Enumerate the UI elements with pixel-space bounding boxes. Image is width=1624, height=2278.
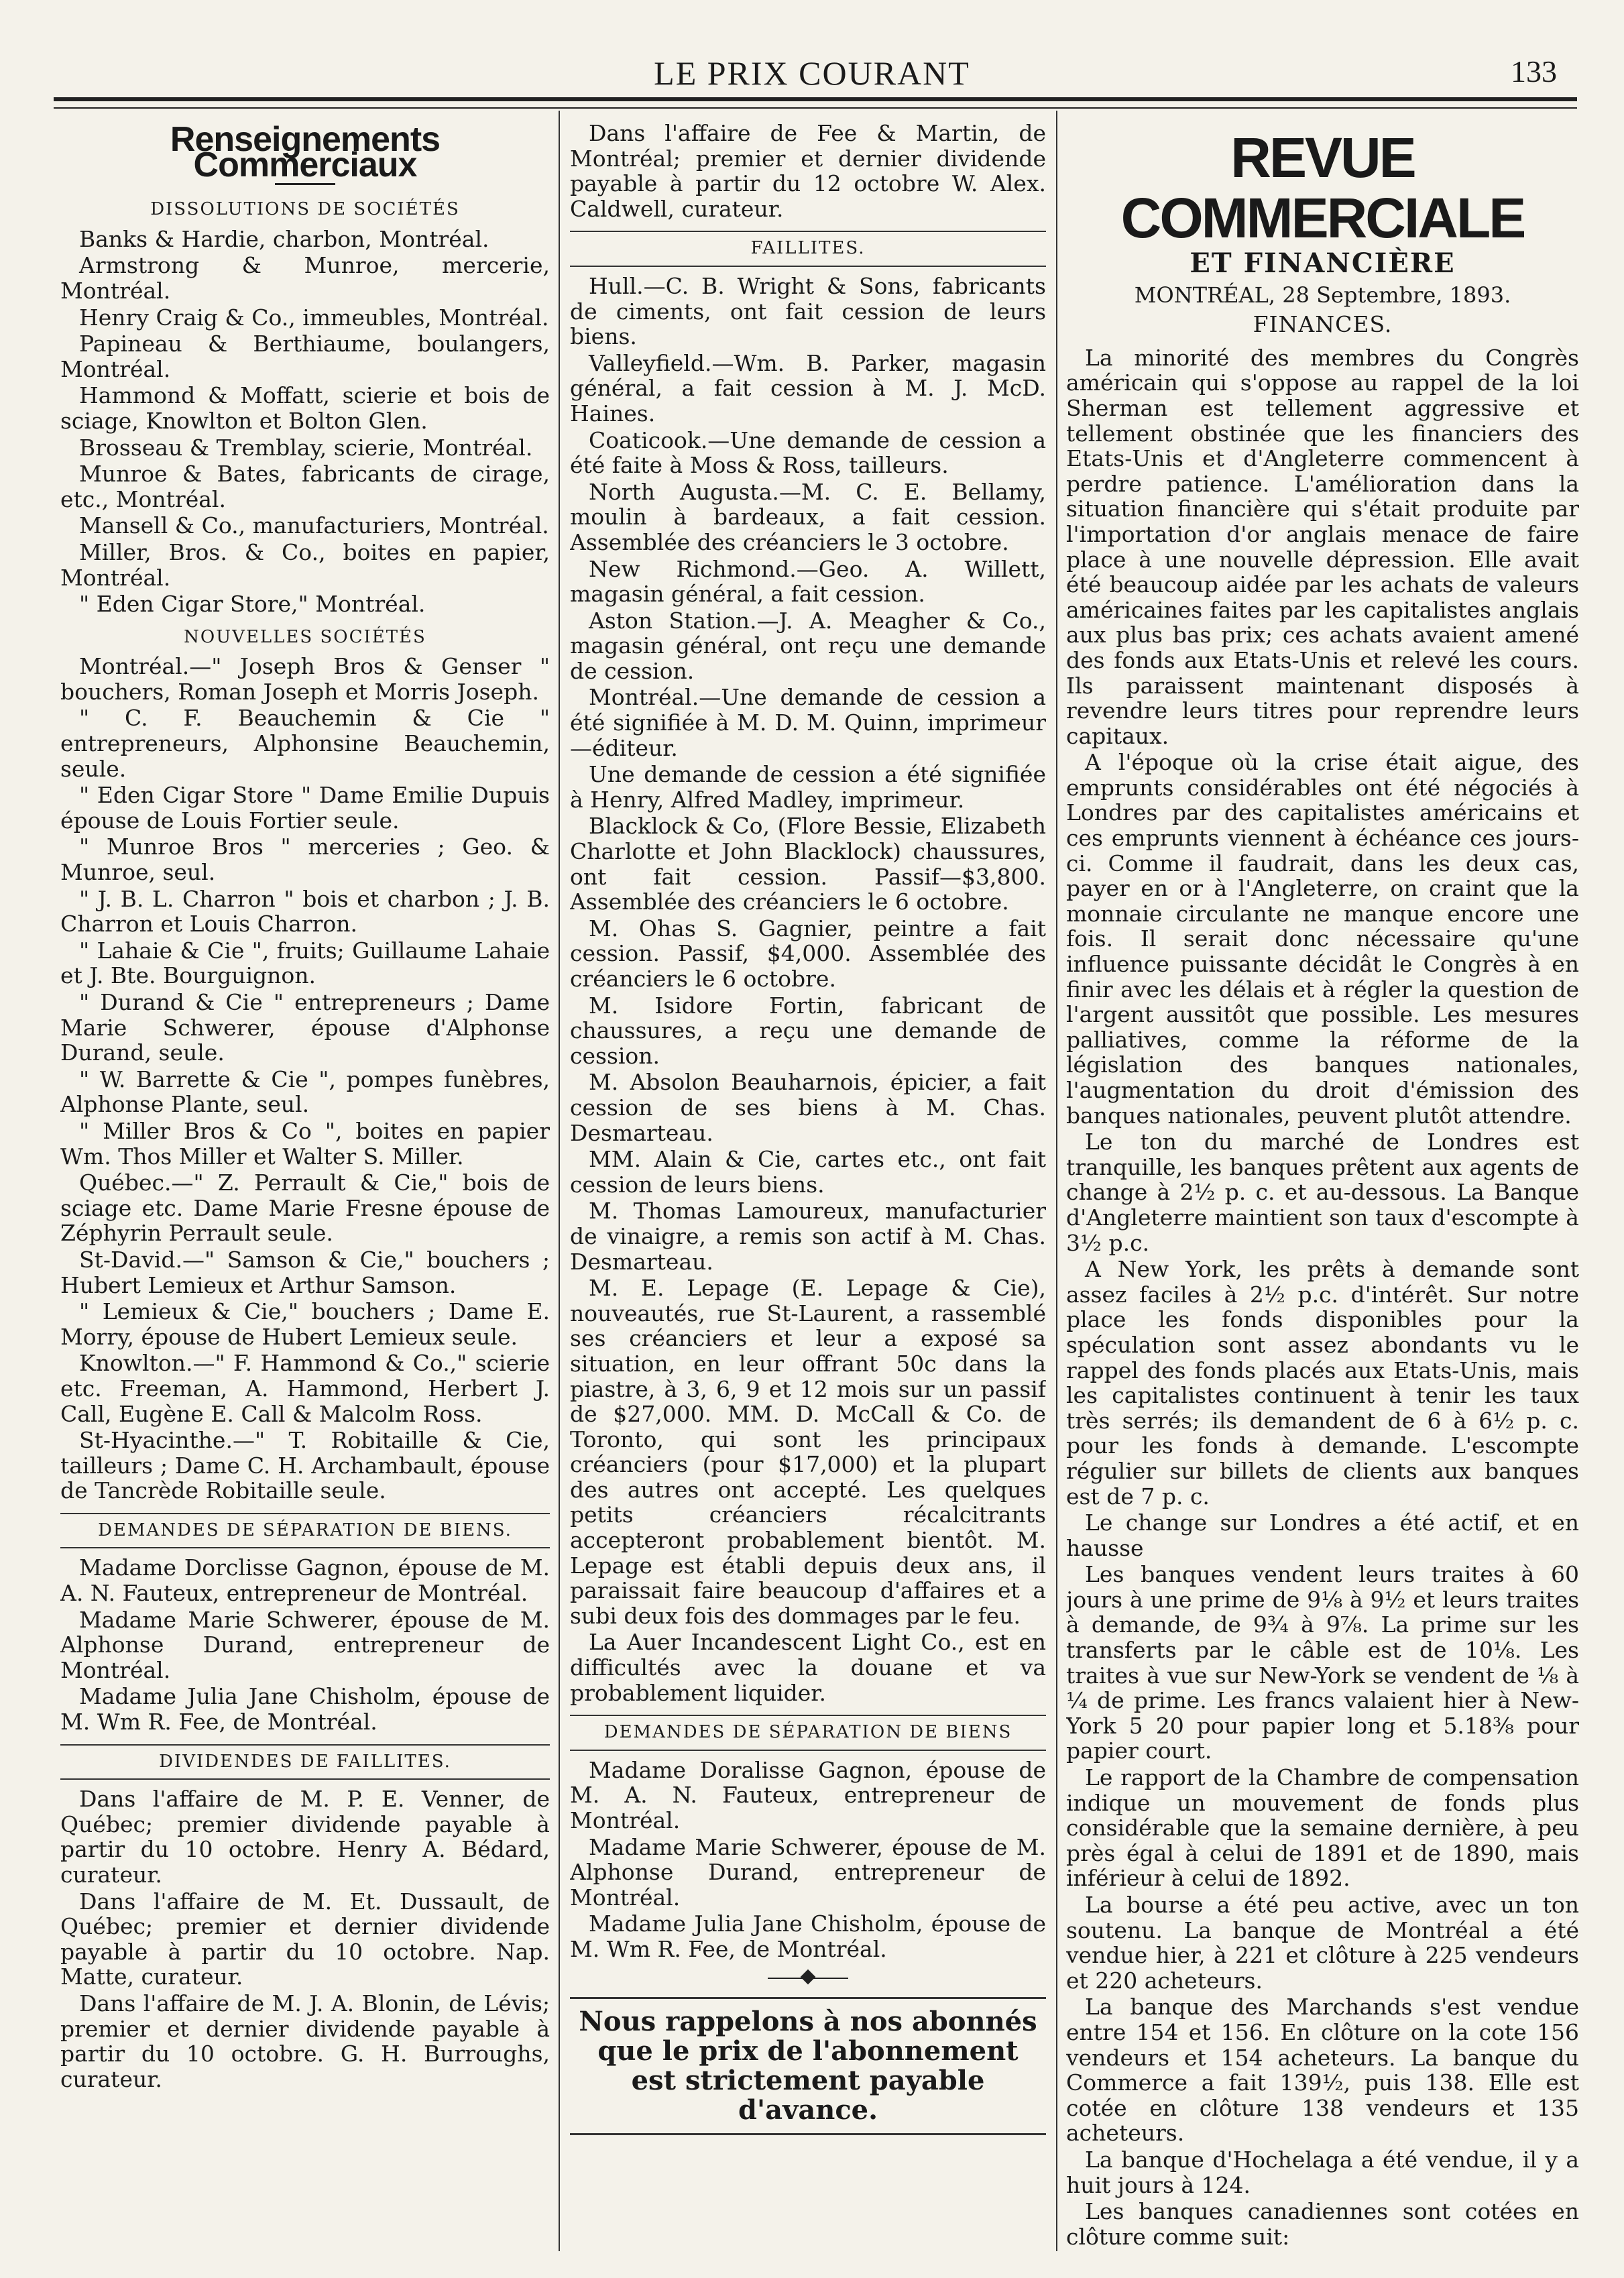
nouvelle-societe-entry: " Eden Cigar Store " Dame Emilie Dupuis épouse de Louis Fortier seule. — [60, 782, 550, 834]
finance-paragraph: Les banques canadiennes sont cotées en clôture comme suit: — [1066, 2198, 1579, 2250]
column-divider-1 — [559, 111, 560, 2251]
faillite-entry: Hull.—C. B. Wright & Sons, fabricants de ciments, ont fait cession de leurs biens. — [570, 272, 1046, 350]
dissolution-entry: " Eden Cigar Store," Montréal. — [79, 591, 426, 618]
faillites-title: FAILLITES. — [570, 231, 1046, 267]
dissolutions-list — [60, 227, 550, 617]
dissolution-entry: Armstrong & Munroe, mercerie, Montréal. — [60, 252, 550, 304]
faillite-entry: Une demande de cession a été signifiée à Henry, Alfred Madley, imprimeur. — [570, 761, 1046, 813]
finance-paragraph: La minorité des membres du Congrès américain qui s'oppose au rappel de la loi Sherman est tellement aggressive et tellement obstinée que les financiers des Etats-Unis et d'Angleterre commencent à perdre patience. L'amélioration dans la situation financière qui s'était produite par l'importation d'or anglais menace de faire place à une nouvelle dépression. Elle avait été beaucoup aidée par les achats de valeurs américaines faites par les capitalistes anglais aux plus bas prix; ces achats avaient amené des fonds aux Etats-Unis et relevé les cours. Ils paraissent maintenant disposés à revendre leurs titres pour reprendre leurs capitaux. — [1066, 344, 1579, 749]
nouvelle-societe-entry: Montréal.—" Joseph Bros & Genser " bouchers, Roman Joseph et Morris Joseph. — [60, 653, 550, 705]
revue-title: REVUE COMMERCIALE — [1120, 126, 1525, 249]
dissolution-entry: Miller, Bros. & Co., boites en papier, Montréal. — [60, 538, 550, 591]
nouvelles-title: NOUVELLES SOCIÉTÉS — [184, 626, 426, 647]
dividendes-title: DIVIDENDES DE FAILLITES. — [60, 1744, 550, 1780]
nouvelle-societe-entry: Knowlton.—" F. Hammond & Co.," scierie etc. Freeman, A. Hammond, Herbert J. Call, Eugène E. Call & Malcolm Ross. — [60, 1350, 550, 1427]
finance-paragraph: La bourse a été peu active, avec un ton soutenu. La banque de Montréal a été vendue hier, à 221 et clôture à 225 vendeurs et 220 acheteurs. — [1066, 1892, 1579, 1994]
nouvelles-list — [60, 654, 550, 1503]
separation-list — [60, 1555, 550, 1734]
separation-entry: Madame Dorclisse Gagnon, épouse de M. A. N. Fauteux, entrepreneur de Montréal. — [60, 1554, 550, 1607]
faillite-entry: M. Thomas Lamoureux, manufacturier de vinaigre, a remis son actif à M. Chas. Desmarteau. — [570, 1198, 1046, 1275]
faillite-entry: M. Ohas S. Gagnier, peintre a fait cession. Passif, $4,000. Assemblée des créanciers le 6 octobre. — [570, 915, 1046, 992]
nouvelle-societe-entry: " Miller Bros & Co ", boites en papier Wm. Thos Miller et Walter S. Miller. — [60, 1117, 550, 1170]
page-number: 133 — [1511, 54, 1557, 89]
faillite-entry: Valleyfield.—Wm. B. Parker, magasin général, a fait cession à M. J. McD. Haines. — [570, 349, 1046, 426]
column-renseignements — [60, 121, 550, 2251]
dateline: MONTRÉAL, 28 Septembre, 1893. — [1134, 282, 1511, 308]
faillite-entry: North Augusta.—M. C. E. Bellamy, moulin à bardeaux, a fait cession. Assemblée des créanciers le 3 octobre. — [570, 478, 1046, 555]
finance-paragraph: Le change sur Londres a été actif, et en hausse — [1066, 1510, 1579, 1561]
faillite-entry: Coaticook.—Une demande de cession a été faite à Moss & Ross, tailleurs. — [570, 426, 1046, 479]
revue-subtitle: ET FINANCIÈRE — [1190, 247, 1456, 279]
faillite-entry: M. Absolon Beauharnois, épicier, a fait cession de ses biens à M. Chas. Desmarteau. — [570, 1069, 1046, 1146]
faillites-list — [570, 274, 1046, 1705]
faillite-entry: New Richmond.—Geo. A. Willett, magasin général, a fait cession. — [570, 555, 1046, 608]
separation-entry: Madame Marie Schwerer, épouse de M. Alphonse Durand, entrepreneur de Montréal. — [60, 1606, 550, 1683]
header-rule-thin — [54, 107, 1577, 109]
ornament-divider — [768, 1976, 848, 1981]
finance-paragraph: Le ton du marché de Londres est tranquille, les banques prêtent aux agents de change à 2½ p. c. et au-dessous. La Banque d'Angleterre maintient son taux d'escompte à 3½ p.c. — [1066, 1129, 1579, 1256]
separation-entry: Madame Julia Jane Chisholm, épouse de M. Wm R. Fee, de Montréal. — [570, 1911, 1046, 1962]
column-faillites — [570, 121, 1046, 2251]
separation-title: DEMANDES DE SÉPARATION DE BIENS. — [60, 1513, 550, 1549]
nouvelle-societe-entry: St-Hyacinthe.—" T. Robitaille & Cie, tailleurs ; Dame C. H. Archambault, épouse de Tancrède Robitaille seule. — [60, 1427, 550, 1504]
dissolution-entry: Brosseau & Tremblay, scierie, Montréal. — [79, 434, 533, 461]
finances-title: FINANCES. — [1253, 311, 1393, 338]
finance-paragraph: A l'époque où la crise était aigue, des emprunts considérables ont été négociés à Londres par des capitalistes américains et ces emprunts viennent à échéance ces jours-ci. Comme il faudrait, dans les deux cas, payer en or à l'Angleterre, on craint que la monnaie circulante ne manque encore une fois. Il serait donc nécessaire qu'une influence puissante décidât le Congrès à en finir avec les délais et à régler la question de l'argent aussitôt que possible. Les mesures palliatives, comme la réforme de la législation des banques nationales, l'augmentation du droit d'émission des banques nationales, peuvent plutôt attendre. — [1066, 749, 1579, 1129]
separation-list-2 — [570, 1758, 1046, 1962]
faillite-entry: Montréal.—Une demande de cession a été signifiée à M. D. M. Quinn, imprimeur—éditeur. — [570, 684, 1046, 761]
journal-title: LE PRIX COURANT — [654, 54, 970, 92]
finance-paragraph: A New York, les prêts à demande sont assez faciles à 2½ p.c. d'intérêt. Sur notre place les fonds disponibles pour la spéculation sont assez abondants vu le rappel des fonds placés aux Etats-Unis, mais les capitalistes continuent à tenir les taux très serrés; ils demandent de 6 à 6½ p. c. pour les fonds à demande. L'escompte régulier sur billets de clients aux banques est de 7 p. c. — [1066, 1256, 1579, 1510]
nouvelle-societe-entry: " Lahaie & Cie ", fruits; Guillaume Lahaie et J. Bte. Bourguignon. — [60, 937, 550, 989]
header-rule — [54, 97, 1577, 101]
section-heading: Renseignements Commerciaux — [170, 121, 441, 184]
finance-paragraph: Les banques vendent leurs traites à 60 jours à une prime de 9⅛ à 9½ et leurs traites à demande, de 9¾ à 9⅞. La prime sur les transferts par le câble est de 10⅛. Les traites à vue sur New-York se vendent de ⅛ à ¼ de prime. Les francs valaient hier à New-York 5 20 pour papier long et 5.18⅜ pour papier court. — [1066, 1561, 1579, 1764]
nouvelle-societe-entry: " J. B. L. Charron " bois et charbon ; J. B. Charron et Louis Charron. — [60, 885, 550, 937]
dividendes-list — [60, 1786, 550, 2092]
faillite-entry: Aston Station.—J. A. Meagher & Co., magasin général, ont reçu une demande de cession. — [570, 607, 1046, 684]
finance-paragraph: La banque d'Hochelaga a été vendue, il y a huit jours à 124. — [1066, 2146, 1579, 2198]
dissolution-entry: Hammond & Moffatt, scierie et bois de sciage, Knowlton et Bolton Glen. — [60, 382, 550, 434]
dissolutions-title: DISSOLUTIONS DE SOCIÉTÉS — [150, 199, 460, 220]
dissolution-entry: Munroe & Bates, fabricants de cirage, etc., Montréal. — [60, 461, 550, 512]
subscription-notice: Nous rappelons à nos abonnés que le prix de l'abonnement est strictement payable d'avance. — [570, 1997, 1046, 2135]
dissolution-entry: Mansell & Co., manufacturiers, Montréal. — [79, 512, 549, 539]
column-divider-2 — [1056, 111, 1057, 2251]
dissolution-entry: Henry Craig & Co., immeubles, Montréal. — [79, 304, 549, 331]
page-header — [54, 47, 1570, 101]
finance-paragraph: La banque des Marchands s'est vendue entre 154 et 156. En clôture on la cote 156 vendeurs et 154 acheteurs. La banque du Commerce a fait 139½, puis 138. Elle est cotée en clôture 138 vendeurs et 135 acheteurs. — [1066, 1994, 1579, 2147]
dividende-entry: Dans l'affaire de M. Et. Dussault, de Québec; premier et dernier dividende payable à partir du 10 octobre. Nap. Matte, curateur. — [60, 1888, 550, 1990]
nouvelle-societe-entry: " Munroe Bros " merceries ; Geo. & Munroe, seul. — [60, 834, 550, 886]
nouvelle-societe-entry: Québec.—" Z. Perrault & Cie," bois de sciage etc. Dame Marie Fresne épouse de Zéphyrin Perrault seule. — [60, 1170, 550, 1247]
faillite-entry: MM. Alain & Cie, cartes etc., ont fait cession de leurs biens. — [570, 1146, 1046, 1198]
nouvelle-societe-entry: " Lemieux & Cie," bouchers ; Dame E. Morry, épouse de Hubert Lemieux seule. — [60, 1298, 550, 1350]
intro-paragraph: Dans l'affaire de Fee & Martin, de Montréal; premier et dernier dividende payable à partir du 12 octobre W. Alex. Caldwell, curateur. — [570, 121, 1046, 222]
faillite-entry: M. E. Lepage (E. Lepage & Cie), nouveautés, rue St-Laurent, a rassemblé ses créanciers et leur a exposé sa situation, en leur offrant 50c dans la piastre, à 3, 6, 9 et 12 mois sur un passif de $27,000. MM. D. McCall & Co. de Toronto, qui sont les principaux créanciers (pour $17,000) et la plupart des autres ont accepté. Les quelques petits créanciers récalcitrants accepteront probablement bientôt. M. Lepage est établi depuis deux ans, il paraissait faire beaucoup d'affaires et a subi deux fois des dommages par le feu. — [570, 1275, 1046, 1629]
dividende-entry: Dans l'affaire de M. P. E. Venner, de Québec; premier dividende payable à partir du 10 octobre. Henry A. Bédard, curateur. — [60, 1786, 550, 1888]
dissolution-entry: Banks & Hardie, charbon, Montréal. — [79, 225, 489, 252]
faillite-entry: M. Isidore Fortin, fabricant de chaussures, a reçu une demande de cession. — [570, 992, 1046, 1069]
dissolution-entry: Papineau & Berthiaume, boulangers, Montréal. — [60, 331, 550, 382]
nouvelle-societe-entry: St-David.—" Samson & Cie," bouchers ; Hubert Lemieux et Arthur Samson. — [60, 1246, 550, 1298]
faillite-entry: La Auer Incandescent Light Co., est en difficultés avec la douane et va probablement liquider. — [570, 1629, 1046, 1706]
finances-text — [1066, 345, 1579, 2250]
separation-title-2: DEMANDES DE SÉPARATION DE BIENS — [570, 1715, 1046, 1751]
separation-entry: Madame Julia Jane Chisholm, épouse de M. Wm R. Fee, de Montréal. — [60, 1683, 550, 1735]
column-revue — [1066, 121, 1579, 2251]
separation-entry: Madame Marie Schwerer, épouse de M. Alphonse Durand, entrepreneur de Montréal. — [570, 1833, 1046, 1911]
nouvelle-societe-entry: " C. F. Beauchemin & Cie " entrepreneurs, Alphonsine Beauchemin, seule. — [60, 705, 550, 782]
dividende-entry: Dans l'affaire de M. J. A. Blonin, de Lévis; premier et dernier dividende payable à partir du 10 octobre. G. H. Burroughs, curateur. — [60, 1990, 550, 2092]
nouvelle-societe-entry: " Durand & Cie " entrepreneurs ; Dame Marie Schwerer, épouse d'Alphonse Durand, seule. — [60, 989, 550, 1066]
nouvelle-societe-entry: " W. Barrette & Cie ", pompes funèbres, Alphonse Plante, seul. — [60, 1066, 550, 1118]
separation-entry: Madame Doralisse Gagnon, épouse de M. A. N. Fauteux, entrepreneur de Montréal. — [570, 1756, 1046, 1833]
finance-paragraph: Le rapport de la Chambre de compensation indique un mouvement de fonds plus considérable que la semaine dernière, à peu près égal à celui de 1891 et de 1890, mais inférieur à celui de 1892. — [1066, 1764, 1579, 1892]
faillite-entry: Blacklock & Co, (Flore Bessie, Elizabeth Charlotte et John Blacklock) chaussures, ont fait cession. Passif—$3,800. Assemblée des créanciers le 6 octobre. — [570, 813, 1046, 915]
